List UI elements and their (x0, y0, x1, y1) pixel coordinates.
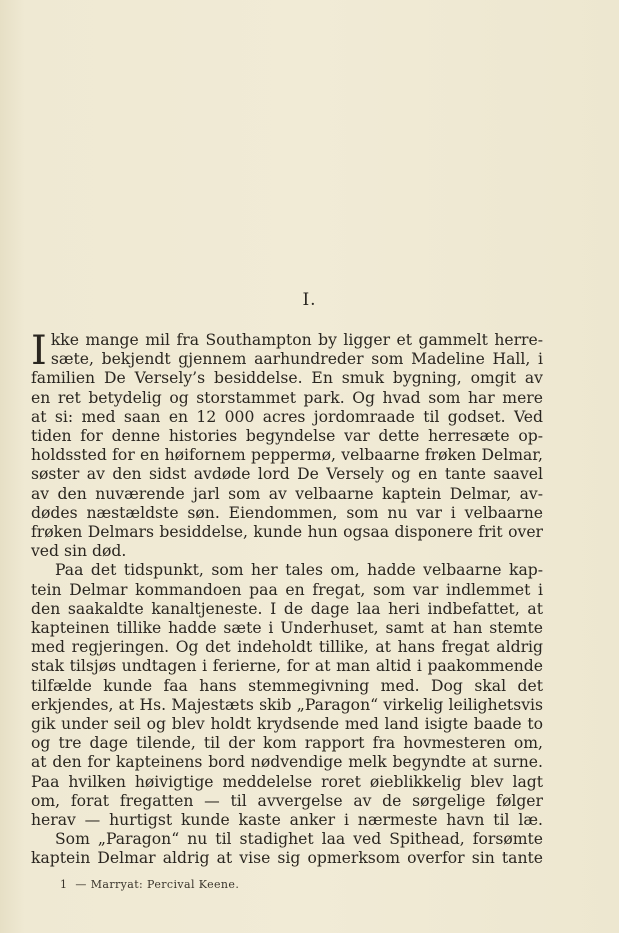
chapter-number: I. (302, 290, 317, 310)
text-line: om, forat fregatten — til avvergelse av de sørgelige følger (31, 791, 543, 810)
drop-cap: I (31, 328, 47, 374)
text-line: Som „Paragon“ nu til stadighet laa ved Spithead, forsømte (55, 830, 543, 849)
text-line: og tre dage tilende, til der kom rapport fra hovmesteren om, (31, 734, 543, 753)
text-line: at si: med saan en 12 000 acres jordomraade til godset. Ved (31, 407, 543, 426)
text-line: Paa det tidspunkt, som her tales om, hadde velbaarne kap- (55, 561, 543, 580)
footnote (60, 878, 239, 891)
text-line: kaptein Delmar aldrig at vise sig opmerksom overfor sin tante (31, 849, 543, 868)
text-line: kapteinen tillike hadde sæte i Underhuset, samt at han stemte (31, 619, 543, 638)
text-line: frøken Delmars besiddelse, kunde hun ogsaa disponere frit over (31, 523, 543, 542)
paragraph-3 (31, 830, 543, 868)
paragraph-1 (31, 328, 543, 561)
text-line: en ret betydelig og storstammet park. Og hvad som har mere (31, 388, 543, 407)
text-line: holdssted for en høifornem peppermø, velbaarne frøken Delmar, (31, 446, 543, 465)
text-line: herav — hurtigst kunde kaste anker i nærmeste havn til læ. (31, 811, 543, 830)
footnote-mark: 1 (60, 878, 68, 891)
paragraph-2 (31, 561, 543, 830)
text-line: Paa hvilken høivigtige meddelelse roret øieblikkelig blev lagt (31, 772, 543, 791)
text-line: tilfælde kunde faa hans stemmegivning med. Dog skal det (31, 676, 543, 695)
text-line: tein Delmar kommandoen paa en fregat, som var indlemmet i (31, 580, 543, 599)
text-line: gik under seil og blev holdt krydsende med land isigte baade to (31, 715, 543, 734)
text-line: kke mange mil fra Southampton by ligger et gammelt herre- (50, 331, 543, 349)
text-line: stak tilsjøs undtagen i ferierne, for at man altid i paakommende (31, 657, 543, 676)
text-line: erkjendes, at Hs. Majestæts skib „Paragon“ virkelig leilighetsvis (31, 695, 543, 714)
text-line: av den nuværende jarl som av velbaarne kaptein Delmar, av- (31, 484, 543, 503)
text-line: ved sin død. (31, 542, 127, 561)
footnote-text: — Marryat: Percival Keene. (75, 878, 240, 891)
text-line: tiden for denne histories begyndelse var dette herresæte op- (31, 427, 543, 446)
text-line: dødes næstældste søn. Eiendommen, som nu var i velbaarne (31, 503, 543, 522)
text-line: familien De Versely’s besiddelse. En smuk bygning, omgit av (31, 369, 543, 388)
text-line: sæte, bekjendt gjennem aarhundreder som Madeline Hall, i (50, 350, 543, 369)
text-line: at den for kapteinens bord nødvendige melk begyndte at surne. (31, 753, 543, 772)
body-text (31, 328, 543, 869)
text-line: søster av den sidst avdøde lord De Versely og en tante saavel (31, 465, 543, 484)
text-line: den saakaldte kanaltjeneste. I de dage laa heri indbefattet, at (31, 599, 543, 618)
text-line: med regjeringen. Og det indeholdt tillike, at hans fregat aldrig (31, 638, 543, 657)
